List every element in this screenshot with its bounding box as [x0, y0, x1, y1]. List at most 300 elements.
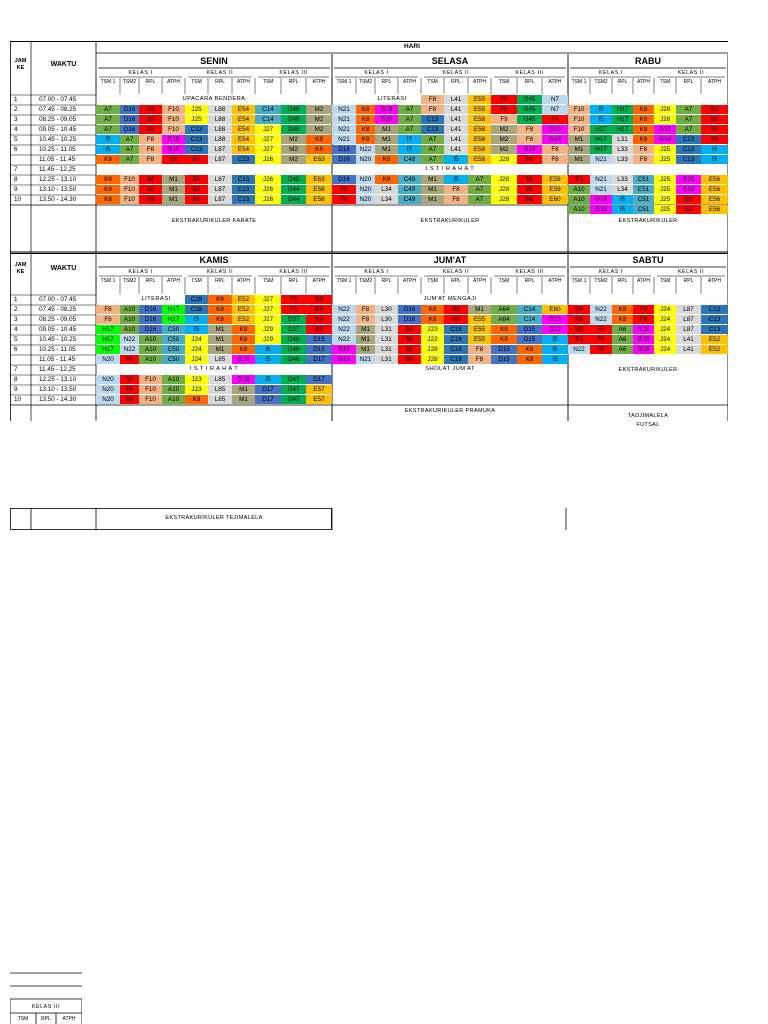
schedule-cell: C18 — [444, 325, 468, 334]
schedule-cell: J24 — [654, 345, 676, 354]
schedule-cell: M1 — [421, 195, 444, 204]
schedule-cell: L88 — [208, 135, 232, 144]
schedule-cell: E58 — [306, 185, 332, 194]
schedule-cell: F8 — [517, 135, 542, 144]
sub-class-label: RPL — [524, 79, 535, 85]
schedule-cell: I5 — [255, 355, 281, 364]
schedule-cell: C14 — [255, 105, 281, 114]
day-name-rabu: RABU — [635, 56, 661, 66]
schedule-cell: C51 — [633, 195, 654, 204]
schedule-cell: I5 — [590, 105, 612, 114]
schedule-cell: N7 — [542, 95, 568, 104]
schedule-cell: L31 — [612, 135, 633, 144]
schedule-cell: L87 — [208, 195, 232, 204]
row-time: 07.00 - 07.45 — [39, 96, 77, 103]
hari-header: HARI — [404, 43, 420, 50]
schedule-cell: A64 — [491, 305, 517, 314]
schedule-cell: C18 — [444, 355, 468, 364]
schedule-cell: L88 — [208, 105, 232, 114]
schedule-cell: J28 — [654, 105, 676, 114]
schedule-cell: E52 — [701, 335, 728, 344]
sub-class-label: RPL — [451, 278, 461, 284]
schedule-cell: E54 — [232, 135, 255, 144]
schedule-cell: J24 — [185, 355, 208, 364]
sub-class-label: TSM 1 — [100, 79, 116, 85]
schedule-cell: N21 — [332, 115, 356, 124]
sub-class-label: TSM2 — [594, 278, 608, 284]
schedule-cell: K8 — [375, 175, 398, 184]
schedule-cell: A7 — [120, 145, 139, 154]
sub-class-label: TSM — [659, 79, 671, 85]
schedule-cell: M2 — [281, 155, 306, 164]
sub-class-label: RPL — [617, 278, 628, 284]
schedule-cell: C18 — [185, 295, 208, 304]
schedule-cell: D16 — [398, 305, 421, 314]
schedule-cell: O48 — [281, 115, 306, 124]
sub-class-label: RPL — [381, 278, 392, 284]
schedule-cell: K8 — [633, 125, 654, 134]
schedule-cell: B8 — [306, 295, 332, 304]
extracurricular-note: EKSTRAKURIKULER PRAMUKA — [404, 408, 496, 414]
schedule-cell: A10 — [162, 395, 185, 404]
schedule-cell: J27 — [255, 125, 281, 134]
schedule-cell: C18 — [444, 345, 468, 354]
schedule-cell: C18 — [185, 305, 208, 314]
sub-class-label: TSM — [498, 278, 510, 284]
schedule-cell: I5 — [444, 175, 468, 184]
schedule-cell: E58 — [468, 145, 491, 154]
schedule-cell: F10 — [120, 195, 139, 204]
schedule-cell: F10 — [568, 105, 590, 114]
sub-class-label: TSM — [427, 278, 438, 284]
sub-class-label: ATPH — [167, 278, 180, 284]
schedule-cell: F8 — [281, 295, 306, 304]
sub-class-label: RPL — [617, 79, 628, 85]
schedule-cell: K8 — [633, 105, 654, 114]
schedule-cell: M1 — [568, 155, 590, 164]
schedule-cell: B8 — [162, 155, 185, 164]
schedule-cell: M1 — [568, 145, 590, 154]
schedule-cell: O45 — [517, 105, 542, 114]
schedule-cell: J24 — [185, 335, 208, 344]
schedule-cell: B8 — [517, 185, 542, 194]
sub-class-label: TSM — [427, 79, 438, 85]
schedule-cell: A64 — [491, 315, 517, 324]
schedule-cell: G19 — [232, 375, 255, 384]
schedule-cell: L31 — [375, 355, 398, 364]
schedule-cell: A10 — [568, 205, 590, 214]
schedule-cell: M1 — [375, 125, 398, 134]
schedule-cell: N21 — [332, 135, 356, 144]
schedule-cell: I5 — [542, 355, 568, 364]
schedule-cell: I5 — [96, 145, 120, 154]
schedule-cell: F8 — [542, 145, 568, 154]
schedule-cell: J23 — [185, 385, 208, 394]
sabtu-extra-line: TADJIMALELA — [627, 413, 669, 419]
schedule-cell: C50 — [162, 345, 185, 354]
schedule-cell: I5 — [398, 135, 421, 144]
schedule-cell: N20 — [356, 155, 375, 164]
schedule-cell: J28 — [491, 185, 517, 194]
schedule-cell: B8 — [306, 325, 332, 334]
schedule-cell: O46 — [281, 345, 306, 354]
sub-class-label: ATPH — [403, 278, 416, 284]
schedule-cell: F8 — [633, 305, 654, 314]
schedule-cell: N21 — [332, 105, 356, 114]
schedule-cell: L31 — [375, 345, 398, 354]
schedule-cell: C13 — [232, 155, 255, 164]
row-number: 1 — [14, 96, 18, 103]
sub-class-label: TSM2 — [358, 79, 373, 85]
schedule-cell: F10 — [120, 175, 139, 184]
schedule-cell: E63 — [306, 175, 332, 184]
schedule-cell: E55 — [468, 95, 491, 104]
row-number: 8 — [14, 376, 18, 383]
schedule-cell: M1 — [375, 135, 398, 144]
schedule-cell: H17 — [612, 125, 633, 134]
sub-class-label: TSM — [262, 79, 274, 85]
kamis-bottom-box — [10, 508, 332, 530]
schedule-cell: J27 — [255, 145, 281, 154]
schedule-cell: F8 — [633, 315, 654, 324]
schedule-cell: F10 — [162, 105, 185, 114]
schedule-cell: K8 — [517, 355, 542, 364]
schedule-cell: B8 — [676, 205, 701, 214]
row-time: 13.10 - 13.50 — [39, 186, 77, 193]
row-number: 1 — [14, 296, 18, 303]
kelas-label: KELAS I — [598, 70, 624, 76]
schedule-cell: H17 — [590, 125, 612, 134]
schedule-cell: D17 — [306, 375, 332, 384]
schedule-cell: B8 — [120, 395, 139, 404]
schedule-cell: C13 — [701, 305, 728, 314]
sub-class-label: TSM 1 — [571, 79, 587, 85]
schedule-cell: K8 — [633, 115, 654, 124]
kelas-label: KELAS II — [442, 70, 470, 76]
sub-class-label: RPL — [288, 79, 299, 85]
row-number: 6 — [14, 346, 18, 353]
schedule-cell: E52 — [232, 295, 255, 304]
schedule-cell: D16 — [139, 305, 162, 314]
row-time: 07.45 - 08.25 — [39, 306, 77, 313]
schedule-cell: D17 — [255, 385, 281, 394]
schedule-cell: C50 — [162, 355, 185, 364]
extracurricular-note: EKSTRAKURIKULER — [618, 367, 678, 373]
schedule-cell: E56 — [701, 195, 728, 204]
row-time: 13.50 - 14.30 — [39, 396, 77, 403]
schedule-cell: D16 — [120, 115, 139, 124]
schedule-cell: A7 — [421, 135, 444, 144]
schedule-cell: G19 — [375, 115, 398, 124]
sub-class-label: ATPH — [637, 79, 650, 85]
schedule-cell: G19 — [542, 135, 568, 144]
schedule-cell: G19 — [633, 335, 654, 344]
jam-ke-label: JAM KE — [14, 58, 27, 71]
schedule-cell: K8 — [491, 335, 517, 344]
schedule-cell: D15 — [491, 355, 517, 364]
schedule-cell: F8 — [444, 195, 468, 204]
schedule-cell: L41 — [444, 95, 468, 104]
row-time: 13.50 - 14.30 — [39, 196, 77, 203]
schedule-cell: B8 — [139, 175, 162, 184]
schedule-cell: E52 — [232, 305, 255, 314]
schedule-cell: J25 — [654, 185, 676, 194]
schedule-cell: N21 — [332, 125, 356, 134]
break-label: I S T I R A H A T — [425, 166, 475, 172]
schedule-cell: K8 — [96, 195, 120, 204]
schedule-cell: F8 — [468, 355, 491, 364]
schedule-cell: K8 — [491, 325, 517, 334]
row-number: 10 — [14, 196, 22, 203]
schedule-cell: F8 — [356, 305, 375, 314]
schedule-cell: J25 — [654, 205, 676, 214]
schedule-cell: J28 — [491, 175, 517, 184]
schedule-cell: F8 — [542, 115, 568, 124]
schedule-cell: C14 — [517, 305, 542, 314]
schedule-cell: B8 — [701, 105, 728, 114]
schedule-cell: F8 — [96, 305, 120, 314]
schedule-cell: J23 — [185, 375, 208, 384]
schedule-cell: O46 — [281, 335, 306, 344]
schedule-cell: J24 — [654, 315, 676, 324]
schedule-cell: F8 — [281, 305, 306, 314]
schedule-cell: A10 — [568, 195, 590, 204]
schedule-cell: C13 — [676, 145, 701, 154]
schedule-cell: N20 — [356, 185, 375, 194]
row-number: 3 — [14, 316, 18, 323]
schedule-cell: K8 — [232, 345, 255, 354]
schedule-cell: A10 — [120, 305, 139, 314]
schedule-cell: I5 — [701, 145, 728, 154]
schedule-cell: F8 — [590, 335, 612, 344]
schedule-cell: C48 — [398, 155, 421, 164]
schedule-cell: O48 — [281, 125, 306, 134]
schedule-cell: D15 — [306, 335, 332, 344]
schedule-cell: J25 — [654, 145, 676, 154]
schedule-cell: N20 — [356, 175, 375, 184]
schedule-cell: M1 — [421, 175, 444, 184]
schedule-cell: N22 — [120, 345, 139, 354]
row-time: 10.25 - 11.05 — [39, 346, 76, 353]
schedule-cell: A7 — [398, 115, 421, 124]
schedule-cell: I5 — [590, 115, 612, 124]
schedule-cell: L41 — [444, 105, 468, 114]
bottom-right-lines — [330, 508, 570, 530]
schedule-cell: L87 — [208, 175, 232, 184]
schedule-cell: E58 — [306, 195, 332, 204]
schedule-cell: F8 — [332, 195, 356, 204]
schedule-cell: F8 — [491, 105, 517, 114]
waktu-label: WAKTU — [50, 61, 77, 68]
schedule-cell: A6 — [612, 325, 633, 334]
row-time: 10.45 - 10.25 — [39, 136, 77, 143]
schedule-cell: N21 — [590, 185, 612, 194]
schedule-cell: L87 — [208, 155, 232, 164]
schedule-cell: K8 — [356, 105, 375, 114]
schedule-cell: F8 — [139, 135, 162, 144]
schedule-cell: A10 — [139, 335, 162, 344]
schedule-cell: M2 — [306, 115, 332, 124]
schedule-cell: H17 — [612, 105, 633, 114]
schedule-cell: G19 — [332, 355, 356, 364]
schedule-cell: B8 — [444, 305, 468, 314]
schedule-cell: G19 — [232, 355, 255, 364]
sub-class-label: TSM — [191, 278, 202, 284]
schedule-cell: M1 — [468, 305, 491, 314]
kelas-label: KELAS I — [598, 269, 624, 275]
sub-class-label: RPL — [683, 278, 694, 284]
sub-class-label: ATPH — [473, 79, 486, 85]
schedule-cell: C14 — [255, 115, 281, 124]
schedule-cell: B8 — [185, 175, 208, 184]
schedule-cell: F8 — [633, 145, 654, 154]
schedule-cell: M1 — [162, 175, 185, 184]
fragment-sub-atph: ATPH — [62, 1016, 76, 1022]
schedule-cell: F8 — [491, 95, 517, 104]
schedule-cell: K8 — [356, 135, 375, 144]
schedule-cell: E55 — [468, 325, 491, 334]
schedule-cell: E54 — [232, 145, 255, 154]
schedule-cell: G19 — [676, 175, 701, 184]
schedule-cell: G19 — [633, 325, 654, 334]
sub-class-label: RPL — [288, 278, 299, 284]
row-number: 7 — [14, 366, 18, 373]
schedule-cell: D16 — [120, 125, 139, 134]
sub-class-label: TSM — [659, 278, 671, 284]
schedule-cell: G19 — [517, 145, 542, 154]
schedule-cell: H17 — [96, 335, 120, 344]
schedule-cell: C13 — [185, 145, 208, 154]
schedule-cell: D16 — [398, 315, 421, 324]
schedule-cell: A7 — [398, 125, 421, 134]
sub-class-label: ATPH — [312, 278, 326, 284]
schedule-cell: J27 — [255, 135, 281, 144]
schedule-cell: E59 — [542, 185, 568, 194]
schedule-cell: B8 — [139, 105, 162, 114]
row-number: 5 — [14, 136, 18, 143]
row-number: 6 — [14, 146, 18, 153]
schedule-cell: O44 — [281, 195, 306, 204]
schedule-cell: G19 — [542, 325, 568, 334]
schedule-cell: I5 — [185, 325, 208, 334]
schedule-cell: J28 — [421, 345, 444, 354]
schedule-cell: G19 — [676, 185, 701, 194]
row-time: 08.25 - 09.05 — [39, 116, 77, 123]
schedule-cell: L85 — [208, 395, 232, 404]
schedule-cell: E57 — [306, 395, 332, 404]
schedule-cell: K8 — [208, 305, 232, 314]
extracurricular-note: EKSTRAKURIKULER — [618, 218, 678, 224]
schedule-cell: G19 — [633, 345, 654, 354]
schedule-cell: E60 — [542, 195, 568, 204]
schedule-cell: C49 — [398, 175, 421, 184]
day-name-kamis: KAMIS — [199, 255, 229, 265]
schedule-cell: B8 — [517, 175, 542, 184]
sub-class-label: TSM 1 — [571, 278, 587, 284]
schedule-cell: A10 — [162, 385, 185, 394]
schedule-cell: M1 — [568, 135, 590, 144]
kelas-label: KELAS II — [677, 70, 705, 76]
row-time: 13.10 - 13.50 — [39, 386, 77, 393]
schedule-cell: E56 — [701, 205, 728, 214]
kelas-label: KELAS II — [206, 70, 234, 76]
schedule-cell: L41 — [444, 135, 468, 144]
schedule-cell: K8 — [517, 345, 542, 354]
schedule-cell: I5 — [398, 145, 421, 154]
schedule-cell: B8 — [185, 195, 208, 204]
kelas-label: KELAS I — [364, 269, 389, 275]
schedule-cell: A10 — [120, 315, 139, 324]
schedule-cell: H17 — [612, 115, 633, 124]
schedule-cell: B8 — [517, 195, 542, 204]
sub-class-label: RPL — [215, 278, 225, 284]
schedule-cell: D17 — [255, 395, 281, 404]
schedule-cell: A10 — [162, 375, 185, 384]
schedule-cell: A7 — [421, 145, 444, 154]
schedule-cell: C50 — [162, 325, 185, 334]
schedule-cell: J28 — [421, 355, 444, 364]
schedule-cell: K8 — [421, 305, 444, 314]
schedule-cell: E52 — [701, 345, 728, 354]
schedule-cell: B8 — [568, 325, 590, 334]
schedule-cell: A7 — [421, 155, 444, 164]
schedule-cell: M2 — [306, 105, 332, 114]
schedule-cell: J27 — [255, 305, 281, 314]
schedule-cell: L87 — [676, 325, 701, 334]
schedule-cell: I5 — [96, 135, 120, 144]
schedule-cell: N21 — [590, 175, 612, 184]
schedule-cell: B8 — [568, 335, 590, 344]
schedule-cell: A7 — [676, 115, 701, 124]
schedule-cell: D16 — [332, 155, 356, 164]
schedule-cell: N22 — [356, 145, 375, 154]
schedule-cell: O45 — [517, 95, 542, 104]
schedule-cell: C13 — [232, 185, 255, 194]
schedule-cell: B8 — [120, 375, 139, 384]
extracurricular-note: EKSTRAKURIKULER KARATE — [171, 218, 257, 224]
schedule-cell: K8 — [185, 395, 208, 404]
schedule-cell: I5 — [701, 155, 728, 164]
schedule-cell: C14 — [517, 315, 542, 324]
kelas-iii-fragment — [10, 972, 82, 1024]
schedule-cell: B8 — [398, 335, 421, 344]
schedule-cell: M2 — [491, 145, 517, 154]
schedule-cell: L88 — [208, 125, 232, 134]
schedule-cell: N22 — [332, 315, 356, 324]
schedule-cell: H17 — [590, 135, 612, 144]
schedule-cell: J29 — [255, 335, 281, 344]
schedule-cell: G19 — [654, 135, 676, 144]
sub-class-label: RPL — [683, 79, 694, 85]
schedule-cell: C51 — [633, 185, 654, 194]
schedule-cell: E58 — [468, 135, 491, 144]
schedule-cell: L33 — [612, 145, 633, 154]
row-number: 8 — [14, 176, 18, 183]
schedule-cell: K8 — [232, 325, 255, 334]
schedule-cell: N22 — [568, 345, 590, 354]
schedule-cell: E52 — [232, 315, 255, 324]
schedule-cell: F10 — [162, 125, 185, 134]
schedule-cell: L34 — [375, 185, 398, 194]
schedule-cell: B8 — [701, 125, 728, 134]
kelas-label: KELAS III — [279, 70, 308, 76]
schedule-cell: L41 — [676, 345, 701, 354]
schedule-cell: F10 — [568, 115, 590, 124]
schedule-cell: M1 — [162, 195, 185, 204]
sub-class-label: ATPH — [237, 278, 250, 284]
row-time: 11.05 - 11.45 — [39, 156, 76, 163]
row-time: 10.25 - 11.05 — [39, 146, 76, 153]
